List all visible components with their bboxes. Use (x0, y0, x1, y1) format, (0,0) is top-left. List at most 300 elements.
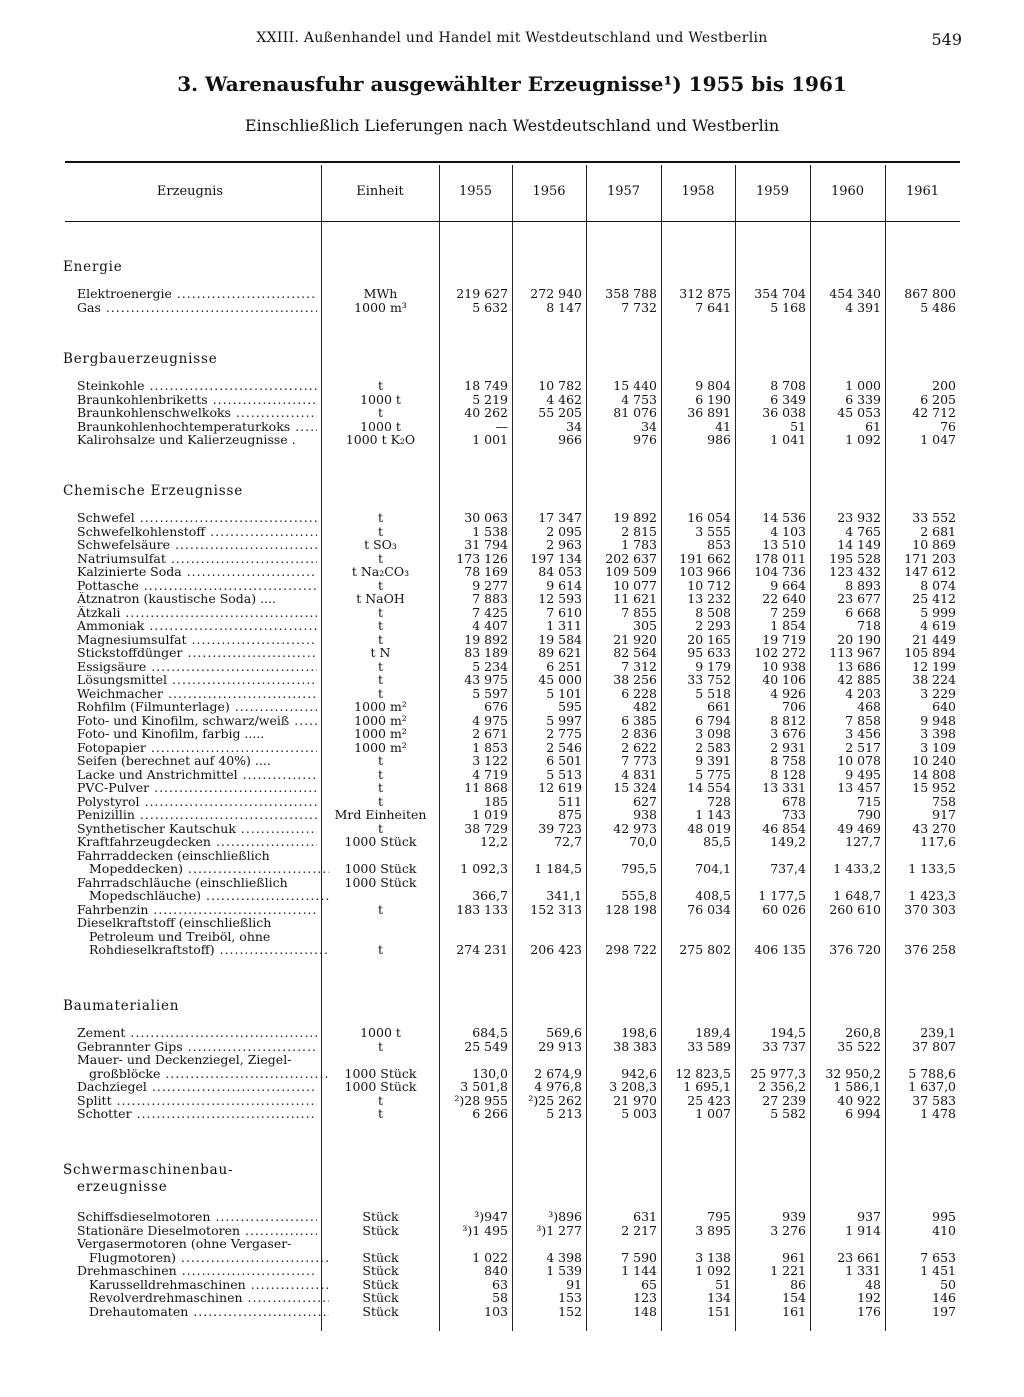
row-unit: 1000 t (360, 391, 401, 407)
cell-value: 11 621 (613, 591, 657, 606)
cell-value: 65 (641, 1276, 657, 1292)
row-unit: MWh (363, 286, 398, 301)
cell-value: 758 (932, 793, 956, 809)
row-unit: Stück (362, 1249, 399, 1265)
cell-value: 109 509 (605, 564, 657, 579)
cell-value: 728 (707, 793, 731, 809)
table-row (65, 822, 960, 836)
cell-value: 38 224 (912, 672, 956, 687)
cell-value: 117,6 (920, 834, 956, 849)
row-label: Fahrradschläuche (einschließlich (77, 875, 288, 890)
row-label: Kalirohsalze und Kalierzeugnisse . (77, 433, 296, 447)
cell-value: 2 293 (695, 618, 731, 633)
cell-value: 5 219 (472, 391, 508, 407)
row-label: Penizillin ..... (77, 808, 317, 822)
cell-value: 4 103 (770, 523, 806, 539)
cell-value: 148 (633, 1303, 657, 1319)
cell-value: 7 883 (472, 591, 508, 606)
table-row (65, 1305, 960, 1319)
cell-value: 34 (566, 418, 582, 434)
cell-value: 185 (484, 793, 508, 809)
cell-value: 1 538 (472, 523, 508, 539)
cell-value: ³)1 495 (462, 1222, 508, 1238)
row-label: Schwefelsäure ..... (77, 538, 317, 552)
row-label: Stationäre Dieselmotoren ..... (77, 1224, 317, 1238)
cell-value: 8 708 (770, 378, 806, 393)
cell-value: 25 977,3 (750, 1065, 806, 1081)
cell-value: 197 134 (530, 550, 582, 566)
cell-value: 5 486 (920, 299, 956, 315)
cell-value: 19 892 (613, 510, 657, 525)
cell-value: 1 177,5 (758, 888, 806, 903)
row-unit: t NaOH (356, 591, 405, 606)
cell-value: 454 340 (829, 286, 881, 301)
row-label: PVC-Pulver ..... (77, 781, 317, 795)
cell-value: 1 783 (621, 537, 657, 552)
row-unit: t (377, 658, 384, 674)
table-row (65, 687, 960, 701)
cell-value: 6 266 (472, 1106, 508, 1121)
table-row (65, 1040, 960, 1054)
cell-value: 83 189 (464, 645, 508, 660)
cell-value: 274 231 (456, 942, 508, 957)
cell-value: 48 019 (687, 820, 731, 836)
cell-value: 84 053 (538, 564, 582, 579)
cell-value: 5 788,6 (908, 1065, 956, 1081)
cell-value: 9 804 (695, 378, 731, 393)
row-label: Petroleum und Treiböl, ohne (89, 929, 271, 944)
cell-value: 72,7 (554, 834, 582, 849)
row-label: Schiffsdieselmotoren ..... (77, 1210, 317, 1224)
row-label: Foto- und Kinofilm, farbig ..... (77, 727, 265, 741)
cell-value: 21 970 (613, 1092, 657, 1108)
row-label: Lacke und Anstrichmittel ..... (77, 768, 317, 782)
cell-value: 13 232 (687, 591, 731, 606)
cell-value: 195 528 (829, 550, 881, 566)
cell-value: 38 729 (464, 820, 508, 836)
row-unit: 1000 t K₂O (345, 432, 416, 447)
cell-value: 152 (558, 1303, 582, 1319)
cell-value: 147 612 (904, 564, 956, 579)
cell-value: 5 168 (770, 299, 806, 315)
table-row (65, 420, 960, 434)
table-row (65, 633, 960, 647)
cell-value: 961 (782, 1249, 806, 1265)
row-unit: t Na₂CO₃ (351, 564, 410, 579)
cell-value: 376 258 (904, 942, 956, 957)
row-unit: t N (370, 645, 391, 660)
row-label: Drehautomaten ..... (89, 1305, 329, 1319)
row-label: Synthetischer Kautschuk ..... (77, 822, 317, 836)
cell-value: 2 931 (770, 739, 806, 755)
row-unit: Stück (362, 1263, 399, 1278)
cell-value: 718 (857, 618, 881, 633)
cell-value: 2 546 (546, 739, 582, 755)
table-row (65, 538, 960, 552)
row-unit: t (377, 685, 384, 701)
cell-value: 853 (707, 537, 731, 552)
cell-value: 6 205 (920, 391, 956, 407)
cell-value: 706 (782, 699, 806, 714)
cell-value: 189,4 (695, 1025, 731, 1040)
table-row (65, 379, 960, 393)
cell-value: 12 823,5 (675, 1065, 731, 1081)
cell-value: ³)1 277 (536, 1222, 582, 1238)
cell-value: 4 976,8 (534, 1079, 582, 1094)
table-row (65, 1224, 960, 1238)
cell-value: 2 622 (621, 739, 657, 755)
cell-value: 39 723 (538, 820, 582, 836)
cell-value: 23 661 (837, 1249, 881, 1265)
cell-value: 40 262 (464, 405, 508, 420)
column-header-product: Erzeugnis (156, 184, 224, 199)
table-row (65, 565, 960, 579)
cell-value: 130,0 (472, 1065, 508, 1081)
cell-value: 358 788 (605, 286, 657, 301)
row-unit: 1000 Stück (344, 1065, 417, 1081)
table-row (65, 673, 960, 687)
cell-value: 1 133,5 (908, 861, 956, 876)
cell-value: 482 (633, 699, 657, 714)
cell-value: 63 (492, 1276, 508, 1292)
cell-value: 1 478 (920, 1106, 956, 1121)
table-row (65, 1053, 960, 1067)
row-label: Lösungsmittel ..... (77, 673, 317, 687)
cell-value: 6 228 (621, 685, 657, 701)
section-heading: Bergbauerzeugnisse (63, 351, 218, 367)
table-title: 3. Warenausfuhr ausgewählter Erzeugnisse¹) 1955 bis 1961 (177, 72, 847, 96)
cell-value: 25 412 (912, 591, 956, 606)
cell-value: 42 712 (912, 405, 956, 420)
cell-value: 18 749 (464, 378, 508, 393)
cell-value: 2 095 (546, 523, 582, 539)
cell-value: 20 190 (837, 631, 881, 647)
cell-value: 29 913 (538, 1038, 582, 1054)
cell-value: 2 217 (621, 1222, 657, 1238)
cell-value: 5 234 (472, 658, 508, 674)
row-unit: t (377, 1106, 384, 1121)
cell-value: 20 165 (687, 631, 731, 647)
cell-value: 161 (782, 1303, 806, 1319)
row-label: Braunkohlenschwelkoks ..... (77, 406, 317, 420)
row-label: Foto- und Kinofilm, schwarz/weiß ..... (77, 714, 317, 728)
cell-value: 5 101 (546, 685, 582, 701)
cell-value: 2 674,9 (534, 1065, 582, 1081)
cell-value: 194,5 (770, 1025, 806, 1040)
cell-value: 4 391 (845, 299, 881, 315)
cell-value: 78 169 (464, 564, 508, 579)
cell-value: 4 765 (845, 523, 881, 539)
row-label: Schwefel ..... (77, 511, 317, 525)
cell-value: 85,5 (703, 834, 731, 849)
cell-value: 171 203 (904, 550, 956, 566)
table-row (65, 1067, 960, 1081)
cell-value: 1 311 (546, 618, 582, 633)
cell-value: 58 (492, 1290, 508, 1305)
cell-value: 2 815 (621, 523, 657, 539)
cell-value: 42 973 (613, 820, 657, 836)
cell-value: 1 022 (472, 1249, 508, 1265)
table-row (65, 393, 960, 407)
table-row (65, 714, 960, 728)
cell-value: 198,6 (621, 1025, 657, 1040)
cell-value: 76 034 (687, 901, 731, 917)
cell-value: 9 391 (695, 753, 731, 768)
cell-value: 151 (707, 1303, 731, 1319)
cell-value: 7 610 (546, 604, 582, 620)
table-row (65, 876, 960, 890)
cell-value: 366,7 (472, 888, 508, 903)
cell-value: 1 695,1 (683, 1079, 731, 1094)
row-label: Kalzinierte Soda ..... (77, 565, 317, 579)
cell-value: 14 536 (762, 510, 806, 525)
cell-value: 23 932 (837, 510, 881, 525)
cell-value: 569,6 (546, 1025, 582, 1040)
column-header-1959: 1959 (755, 184, 790, 199)
row-label: großblöcke ..... (89, 1067, 329, 1081)
cell-value: 82 564 (613, 645, 657, 660)
cell-value: 15 324 (613, 780, 657, 795)
cell-value: 3 555 (695, 523, 731, 539)
cell-value: 200 (932, 378, 956, 393)
row-label: Ammoniak ..... (77, 619, 317, 633)
row-unit: 1000 t (360, 1025, 401, 1040)
cell-value: 191 662 (679, 550, 731, 566)
cell-value: 5 775 (695, 766, 731, 782)
row-unit: 1000 m² (354, 739, 407, 755)
row-label: Ätznatron (kaustische Soda) .... (77, 592, 276, 606)
cell-value: 102 272 (754, 645, 806, 660)
running-header (0, 30, 1024, 52)
row-label: Gas ..... (77, 301, 317, 315)
cell-value: 3 501,8 (460, 1079, 508, 1094)
cell-value: 10 938 (762, 658, 806, 674)
cell-value: 1 451 (920, 1263, 956, 1278)
cell-value: 9 664 (770, 577, 806, 593)
table-row (65, 1251, 960, 1265)
column-header-unit: Einheit (356, 184, 404, 199)
cell-value: ³)896 (548, 1209, 582, 1224)
cell-value: 12 619 (538, 780, 582, 795)
cell-value: 1 092 (695, 1263, 731, 1278)
cell-value: 206 423 (530, 942, 582, 957)
row-unit: t (377, 577, 384, 593)
row-unit: t (377, 631, 384, 647)
table-row (65, 606, 960, 620)
cell-value: 1 184,5 (534, 861, 582, 876)
row-unit: 1000 Stück (344, 1079, 417, 1094)
cell-value: 684,5 (472, 1025, 508, 1040)
cell-value: 176 (857, 1303, 881, 1319)
column-header-1955: 1955 (458, 184, 493, 199)
cell-value: 1 092,3 (460, 861, 508, 876)
row-label: Flugmotoren) ..... (89, 1251, 329, 1265)
cell-value: 219 627 (456, 286, 508, 301)
cell-value: 15 440 (613, 378, 657, 393)
cell-value: 16 054 (687, 510, 731, 525)
cell-value: 733 (782, 807, 806, 822)
row-unit: Stück (362, 1303, 399, 1319)
row-label: Fotopapier ..... (77, 741, 317, 755)
cell-value: 312 875 (679, 286, 731, 301)
cell-value: 7 858 (845, 712, 881, 728)
table-row (65, 1210, 960, 1224)
section-heading: Baumaterialien (63, 998, 180, 1014)
cell-value: 76 (940, 418, 956, 434)
cell-value: 5 999 (920, 604, 956, 620)
cell-value: 4 398 (546, 1249, 582, 1265)
cell-value: 55 205 (538, 405, 582, 420)
cell-value: 32 950,2 (825, 1065, 881, 1081)
table-row (65, 525, 960, 539)
row-unit: t (377, 942, 384, 957)
table-row (65, 849, 960, 863)
cell-value: 8 128 (770, 766, 806, 782)
cell-value: 1 041 (770, 432, 806, 447)
row-unit: t (377, 378, 384, 393)
cell-value: 33 589 (687, 1038, 731, 1054)
cell-value: 640 (932, 699, 956, 714)
cell-value: 70,0 (629, 834, 657, 849)
cell-value: 627 (633, 793, 657, 809)
cell-value: 5 997 (546, 712, 582, 728)
cell-value: 38 256 (613, 672, 657, 687)
cell-value: 10 782 (538, 378, 582, 393)
cell-value: 5 518 (695, 685, 731, 701)
cell-value: 45 000 (538, 672, 582, 687)
table-row (65, 433, 960, 447)
table-row (65, 1291, 960, 1305)
table-row (65, 619, 960, 633)
table-row (65, 700, 960, 714)
cell-value: 60 026 (762, 901, 806, 917)
cell-value: 123 432 (829, 564, 881, 579)
cell-value: 103 (484, 1303, 508, 1319)
row-label: Natriumsulfat ..... (77, 552, 317, 566)
table-row (65, 916, 960, 930)
cell-value: 51 (715, 1276, 731, 1292)
row-label: Rohfilm (Filmunterlage) ..... (77, 700, 317, 714)
cell-value: 81 076 (613, 405, 657, 420)
cell-value: 13 331 (762, 780, 806, 795)
row-unit: t (377, 405, 384, 420)
cell-value: 23 677 (837, 591, 881, 606)
row-label: Kraftfahrzeugdecken ..... (77, 835, 317, 849)
cell-value: 676 (484, 699, 508, 714)
row-label: Mauer- und Deckenziegel, Ziegel- (77, 1053, 292, 1067)
cell-value: 4 203 (845, 685, 881, 701)
section-heading: Chemische Erzeugnisse (63, 483, 243, 499)
cell-value: 19 892 (464, 631, 508, 647)
table-row (65, 727, 960, 741)
row-label: Splitt ..... (77, 1094, 317, 1108)
cell-value: 14 149 (837, 537, 881, 552)
cell-value: 1 143 (695, 807, 731, 822)
cell-value: 31 794 (464, 537, 508, 552)
row-unit: t (377, 780, 384, 795)
row-label: Steinkohle ..... (77, 379, 317, 393)
table-row (65, 930, 960, 944)
cell-value: 14 554 (687, 780, 731, 795)
row-unit: t (377, 753, 384, 768)
cell-value: 34 (641, 418, 657, 434)
table-row (65, 943, 960, 957)
row-label: Schotter ..... (77, 1107, 317, 1121)
cell-value: 704,1 (695, 861, 731, 876)
cell-value: 1 092 (845, 432, 881, 447)
cell-value: 2 836 (621, 726, 657, 741)
cell-value: 127,7 (845, 834, 881, 849)
cell-value: 202 637 (605, 550, 657, 566)
cell-value: 2 517 (845, 739, 881, 755)
cell-value: 86 (790, 1276, 806, 1292)
row-label: Magnesiumsulfat ..... (77, 633, 317, 647)
table-row (65, 781, 960, 795)
cell-value: ²)28 955 (454, 1092, 508, 1108)
table-row (65, 835, 960, 849)
table-row (65, 1264, 960, 1278)
cell-value: 9 948 (920, 712, 956, 728)
row-unit: t (377, 901, 384, 917)
row-unit: Stück (362, 1222, 399, 1238)
cell-value: 840 (484, 1263, 508, 1278)
cell-value: 2 681 (920, 523, 956, 539)
cell-value: 6 994 (845, 1106, 881, 1121)
cell-value: 9 179 (695, 658, 731, 674)
cell-value: 6 668 (845, 604, 881, 620)
row-unit: 1000 t (360, 418, 401, 434)
cell-value: 938 (633, 807, 657, 822)
section-heading: Energie (63, 259, 123, 275)
row-unit: t (377, 550, 384, 566)
row-unit: t (377, 1092, 384, 1108)
row-unit: 1000 m³ (354, 299, 407, 315)
cell-value: 1 648,7 (833, 888, 881, 903)
cell-value: 1 539 (546, 1263, 582, 1278)
cell-value: 35 522 (837, 1038, 881, 1054)
cell-value: 5 213 (546, 1106, 582, 1121)
cell-value: 21 449 (912, 631, 956, 647)
table-row (65, 511, 960, 525)
cell-value: 41 (715, 418, 731, 434)
cell-value: 128 198 (605, 901, 657, 917)
row-label: Braunkohlenbriketts ..... (77, 393, 317, 407)
row-unit: t (377, 1038, 384, 1054)
column-header-1957: 1957 (606, 184, 641, 199)
table-row (65, 1026, 960, 1040)
cell-value: 173 126 (456, 550, 508, 566)
cell-value: 3 109 (920, 739, 956, 755)
cell-value: 239,1 (920, 1025, 956, 1040)
table-row (65, 768, 960, 782)
cell-value: 33 552 (912, 510, 956, 525)
row-label: Pottasche ..... (77, 579, 317, 593)
cell-value: 1 637,0 (908, 1079, 956, 1094)
cell-value: 272 940 (530, 286, 582, 301)
row-label: Schwefelkohlenstoff ..... (77, 525, 317, 539)
cell-value: 37 807 (912, 1038, 956, 1054)
cell-value: 49 469 (837, 820, 881, 836)
cell-value: 43 975 (464, 672, 508, 687)
cell-value: 149,2 (770, 834, 806, 849)
row-unit: 1000 Stück (344, 861, 417, 876)
cell-value: 36 038 (762, 405, 806, 420)
cell-value: 33 752 (687, 672, 731, 687)
cell-value: 2 775 (546, 726, 582, 741)
cell-value: 631 (633, 1209, 657, 1224)
cell-value: 7 653 (920, 1249, 956, 1265)
cell-value: 11 868 (464, 780, 508, 795)
